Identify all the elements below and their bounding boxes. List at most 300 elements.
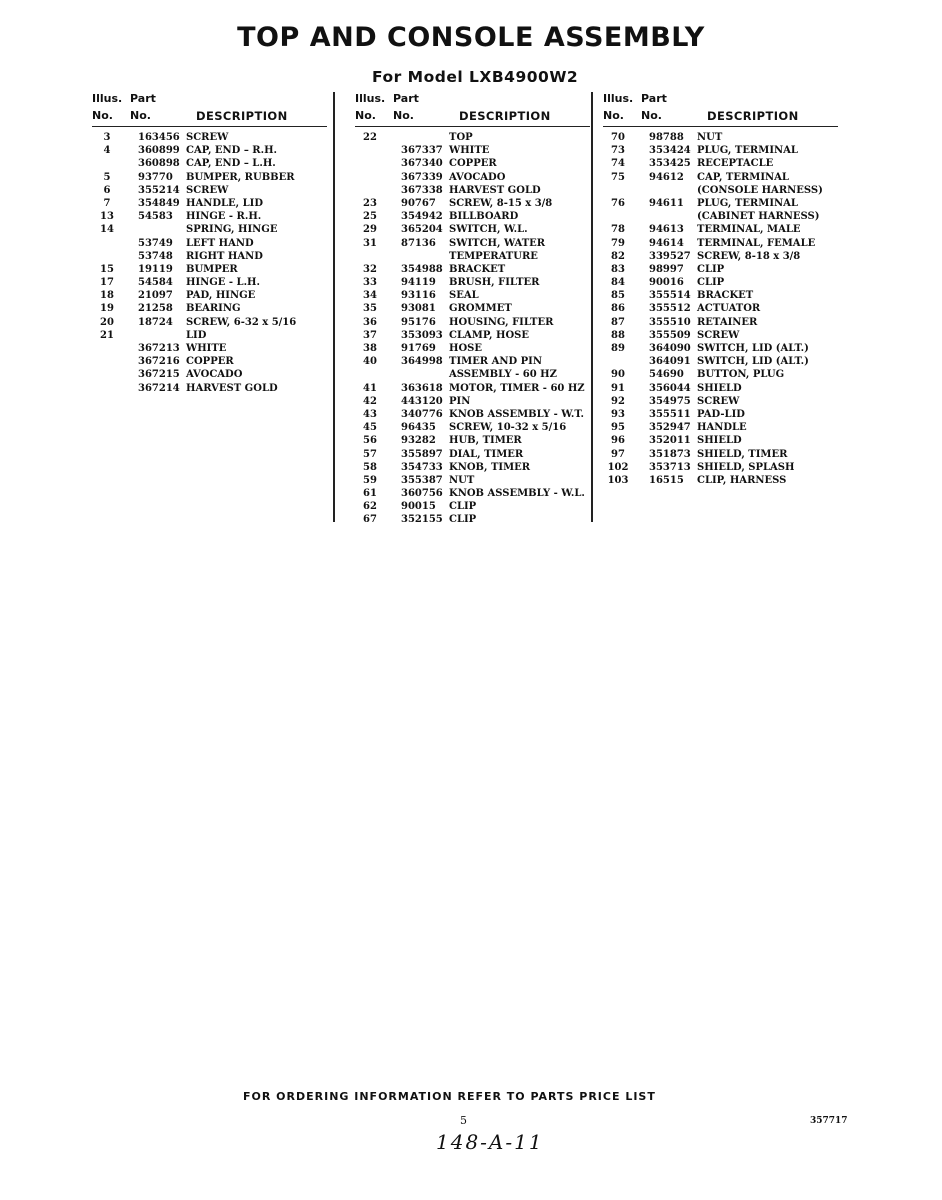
table-row [92,223,327,236]
ordering-footer: FOR ORDERING INFORMATION REFER TO PARTS PRICE LIST [243,1090,656,1103]
illus-number: 41 [363,382,377,394]
part-number: 90015 [401,501,436,513]
part-description: BRACKET [697,290,754,302]
table-row [603,276,838,289]
header-rule [92,126,327,127]
part-description: LID [186,329,207,341]
illus-number: 56 [363,435,377,447]
illus-number: 61 [363,488,377,500]
header-description: DESCRIPTION [707,109,799,123]
parts-list [603,131,838,487]
part-description: GROMMET [449,303,512,315]
table-row [355,329,590,342]
part-description: SWITCH, W.L. [449,224,528,236]
column-divider [333,92,335,522]
header-illus: Illus. [92,92,123,105]
part-description: PLUG, TERMINAL [697,197,798,209]
part-description: MOTOR, TIMER - 60 HZ [449,382,585,394]
illus-number: 21 [100,329,114,341]
table-row [355,421,590,434]
header-description: DESCRIPTION [196,109,288,123]
part-description: SCREW [697,329,740,341]
illus-number: 90 [611,369,625,381]
table-row [603,210,838,223]
table-row [355,237,590,250]
part-description: WHITE [186,343,227,354]
table-row [92,368,327,381]
table-row [355,513,590,526]
table-row [355,276,590,289]
table-row [603,448,838,461]
part-description: SPRING, HINGE [186,224,278,236]
table-row [603,434,838,447]
part-number: 354988 [401,263,443,275]
table-row [603,237,838,250]
part-number: 54583 [138,211,173,223]
illus-number: 59 [363,474,377,486]
table-row [603,223,838,236]
parts-column-2 [355,92,590,527]
part-description: PAD-LID [697,408,745,420]
illus-number: 67 [363,514,377,526]
illus-number: 33 [363,277,377,289]
illus-number: 19 [100,303,114,315]
page-number: 5 [460,1114,467,1127]
table-row [603,302,838,315]
part-number: 354849 [138,197,180,209]
part-number: 93770 [138,171,173,183]
part-description: SWITCH, WATER [449,237,546,249]
header-part-no: No. [393,109,414,122]
part-description: HOUSING, FILTER [449,316,554,328]
illus-number: 42 [363,395,377,407]
part-number: 360756 [401,488,443,500]
illus-number: 23 [363,197,377,209]
part-description: ACTUATOR [697,303,761,315]
part-number: 19119 [138,263,173,275]
part-description: RECEPTACLE [697,158,774,170]
illus-number: 102 [607,461,629,473]
part-description: HINGE - R.H. [186,211,262,223]
part-number: 355214 [138,184,180,196]
illus-number: 34 [363,290,377,302]
table-row [603,197,838,210]
part-description: AVOCADO [186,369,243,381]
table-row [92,197,327,210]
part-number: 98788 [649,132,684,143]
part-description: AVOCADO [449,171,506,183]
part-description: CLIP, HARNESS [697,474,787,486]
illus-number: 103 [607,474,629,486]
part-description: BUMPER, RUBBER [186,171,295,183]
illus-number: 43 [363,408,377,420]
header-illus-no: No. [92,109,113,122]
part-description: CLIP [449,514,477,526]
illus-number: 6 [103,184,111,196]
part-description: BEARING [186,303,241,315]
part-number: 355511 [649,408,691,420]
part-description: SWITCH, LID (ALT.) [697,343,809,354]
table-row [355,263,590,276]
table-row [355,223,590,236]
part-description: HUB, TIMER [449,435,522,447]
part-number: 364998 [401,356,443,368]
part-description: SCREW, 8-18 x 3/8 [697,250,801,262]
illus-number: 86 [611,303,625,315]
part-description: SWITCH, LID (ALT.) [697,356,809,368]
part-description: COPPER [449,158,497,170]
table-row [92,237,327,250]
table-row [603,342,838,355]
part-number: 94613 [649,224,684,236]
table-row [603,263,838,276]
document-number: 357717 [810,1116,848,1126]
table-row [355,210,590,223]
table-row [603,395,838,408]
part-description: CLIP [697,277,725,289]
table-row [355,144,590,157]
illus-number: 76 [611,197,625,209]
part-description: HINGE - L.H. [186,277,260,289]
illus-number: 89 [611,343,625,354]
table-row [603,408,838,421]
illus-number: 15 [100,263,114,275]
table-row [355,382,590,395]
header-rule [603,126,838,127]
part-number: 90016 [649,277,684,289]
part-number: 353424 [649,145,691,157]
part-description: SCREW [186,184,229,196]
table-row [603,250,838,263]
illus-number: 92 [611,395,625,407]
part-number: 353093 [401,329,443,341]
part-number: 367338 [401,184,443,196]
table-row [355,368,590,381]
part-description: SHIELD, SPLASH [697,461,795,473]
part-number: 94611 [649,197,684,209]
part-description: DIAL, TIMER [449,448,524,460]
model-subtitle: For Model LXB4900W2 [372,68,579,86]
illus-number: 14 [100,224,114,236]
header-illus: Illus. [603,92,634,105]
header-part-no: No. [641,109,662,122]
part-number: 367339 [401,171,443,183]
part-description: HOSE [449,343,483,354]
table-row [92,131,327,144]
part-number: 367214 [138,382,180,394]
part-number: 16515 [649,474,684,486]
illus-number: 31 [363,237,377,249]
illus-number: 83 [611,263,625,275]
part-number: 365204 [401,224,443,236]
part-description: CAP, TERMINAL [697,171,789,183]
part-number: 93282 [401,435,436,447]
illus-number: 88 [611,329,625,341]
part-description: PLUG, TERMINAL [697,145,798,157]
part-description: KNOB, TIMER [449,461,531,473]
part-number: 360898 [138,158,180,170]
table-row [355,487,590,500]
part-description: TOP [449,132,473,143]
part-description: PAD, HINGE [186,290,256,302]
part-description: SHIELD [697,382,742,394]
table-row [603,157,838,170]
header-illus-no: No. [603,109,624,122]
part-number: 352947 [649,422,691,434]
illus-number: 58 [363,461,377,473]
part-number: 163456 [138,132,180,143]
part-number: 94614 [649,237,684,249]
illus-number: 96 [611,435,625,447]
illus-number: 36 [363,316,377,328]
illus-number: 20 [100,316,114,328]
part-number: 94612 [649,171,684,183]
header-illus-no: No. [355,109,376,122]
part-number: 339527 [649,250,691,262]
part-description: HANDLE, LID [186,197,264,209]
part-description: CLIP [449,501,477,513]
table-row [603,184,838,197]
part-description: SEAL [449,290,479,302]
part-number: 356044 [649,382,691,394]
part-number: 94119 [401,277,436,289]
part-number: 367213 [138,343,180,354]
illus-number: 32 [363,263,377,275]
part-description: COPPER [186,356,234,368]
part-description: (CONSOLE HARNESS) [697,184,823,196]
illus-number: 78 [611,224,625,236]
illus-number: 87 [611,316,625,328]
table-row [603,329,838,342]
table-row [603,289,838,302]
illus-number: 5 [103,171,111,183]
column-header [355,92,590,126]
illus-number: 40 [363,356,377,368]
part-description: ASSEMBLY - 60 HZ [449,369,557,381]
part-number: 54584 [138,277,173,289]
part-description: HARVEST GOLD [449,184,541,196]
table-row [92,263,327,276]
part-description: TIMER AND PIN [449,356,542,368]
table-row [92,355,327,368]
part-number: 351873 [649,448,691,460]
table-row [92,302,327,315]
table-row [603,368,838,381]
table-row [355,448,590,461]
part-description: WHITE [449,145,490,157]
part-description: SCREW [697,395,740,407]
part-number: 360899 [138,145,180,157]
table-row [355,289,590,302]
illus-number: 57 [363,448,377,460]
part-description: PIN [449,395,471,407]
part-description: SHIELD, TIMER [697,448,788,460]
table-row [92,210,327,223]
part-description: KNOB ASSEMBLY - W.T. [449,408,585,420]
table-row [92,342,327,355]
illus-number: 62 [363,501,377,513]
illus-number: 38 [363,343,377,354]
handwritten-note: 148-A-11 [436,1130,544,1154]
part-description: SCREW, 6-32 x 5/16 [186,316,297,328]
part-description: NUT [697,132,723,143]
part-number: 90767 [401,197,436,209]
table-row [355,395,590,408]
illus-number: 73 [611,145,625,157]
table-row [355,302,590,315]
part-number: 353713 [649,461,691,473]
part-number: 443120 [401,395,443,407]
header-part: Part [393,92,419,105]
part-description: RETAINER [697,316,758,328]
column-header [603,92,838,126]
header-rule [355,126,590,127]
part-description: BRUSH, FILTER [449,277,540,289]
table-row [603,131,838,144]
illus-number: 18 [100,290,114,302]
illus-number: 95 [611,422,625,434]
illus-number: 84 [611,277,625,289]
table-row [603,171,838,184]
table-row [92,171,327,184]
table-row [92,382,327,395]
part-description: BILLBOARD [449,211,519,223]
part-number: 95176 [401,316,436,328]
table-row [355,250,590,263]
illus-number: 22 [363,132,377,143]
illus-number: 7 [103,197,111,209]
part-description: SCREW, 8-15 x 3/8 [449,197,553,209]
part-number: 364090 [649,343,691,354]
part-number: 96435 [401,422,436,434]
part-number: 53749 [138,237,173,249]
table-row [355,197,590,210]
illus-number: 74 [611,158,625,170]
part-number: 355387 [401,474,443,486]
table-row [355,131,590,144]
parts-list [92,131,327,395]
table-row [355,500,590,513]
table-row [355,184,590,197]
illus-number: 13 [100,211,114,223]
illus-number: 25 [363,211,377,223]
part-number: 93081 [401,303,436,315]
illus-number: 35 [363,303,377,315]
part-number: 91769 [401,343,436,354]
part-number: 93116 [401,290,436,302]
table-row [355,157,590,170]
column-divider [591,92,593,522]
part-number: 363618 [401,382,443,394]
part-description: CLAMP, HOSE [449,329,530,341]
table-row [355,171,590,184]
table-row [92,329,327,342]
part-number: 367340 [401,158,443,170]
part-number: 355514 [649,290,691,302]
header-description: DESCRIPTION [459,109,551,123]
header-illus: Illus. [355,92,386,105]
part-number: 352011 [649,435,691,447]
part-description: BUTTON, PLUG [697,369,785,381]
part-number: 355509 [649,329,691,341]
part-description: NUT [449,474,475,486]
page-title: TOP AND CONSOLE ASSEMBLY [237,22,705,53]
part-description: HARVEST GOLD [186,382,278,394]
part-description: TERMINAL, MALE [697,224,801,236]
part-number: 355512 [649,303,691,315]
part-number: 367216 [138,356,180,368]
part-number: 21258 [138,303,173,315]
table-row [355,461,590,474]
illus-number: 82 [611,250,625,262]
table-row [92,144,327,157]
part-number: 367337 [401,145,443,157]
illus-number: 37 [363,329,377,341]
table-row [603,382,838,395]
column-header [92,92,327,126]
part-description: TERMINAL, FEMALE [697,237,816,249]
part-number: 21097 [138,290,173,302]
table-row [603,316,838,329]
parts-column-1 [92,92,327,395]
table-row [92,289,327,302]
part-number: 367215 [138,369,180,381]
part-number: 352155 [401,514,443,526]
part-description: CAP, END – R.H. [186,145,278,157]
illus-number: 29 [363,224,377,236]
table-row [355,316,590,329]
part-description: KNOB ASSEMBLY - W.L. [449,488,585,500]
part-description: BRACKET [449,263,506,275]
part-description: CLIP [697,263,725,275]
illus-number: 97 [611,448,625,460]
table-row [92,250,327,263]
part-number: 355510 [649,316,691,328]
illus-number: 91 [611,382,625,394]
part-number: 340776 [401,408,443,420]
table-row [603,421,838,434]
illus-number: 85 [611,290,625,302]
table-row [603,355,838,368]
illus-number: 70 [611,132,625,143]
parts-list [355,131,590,527]
header-part: Part [130,92,156,105]
part-description: HANDLE [697,422,747,434]
part-number: 353425 [649,158,691,170]
table-row [355,434,590,447]
table-row [92,276,327,289]
table-row [355,342,590,355]
part-description: SCREW [186,132,229,143]
part-description: (CABINET HARNESS) [697,211,820,223]
illus-number: 75 [611,171,625,183]
part-description: RIGHT HAND [186,250,263,262]
parts-column-3 [603,92,838,487]
part-number: 364091 [649,356,691,368]
part-description: TEMPERATURE [449,250,538,262]
table-row [355,474,590,487]
part-description: CAP, END – L.H. [186,158,276,170]
part-number: 98997 [649,263,684,275]
header-part-no: No. [130,109,151,122]
illus-number: 3 [103,132,111,143]
part-number: 87136 [401,237,436,249]
table-row [355,355,590,368]
part-number: 18724 [138,316,173,328]
table-row [92,157,327,170]
part-number: 354942 [401,211,443,223]
table-row [355,408,590,421]
